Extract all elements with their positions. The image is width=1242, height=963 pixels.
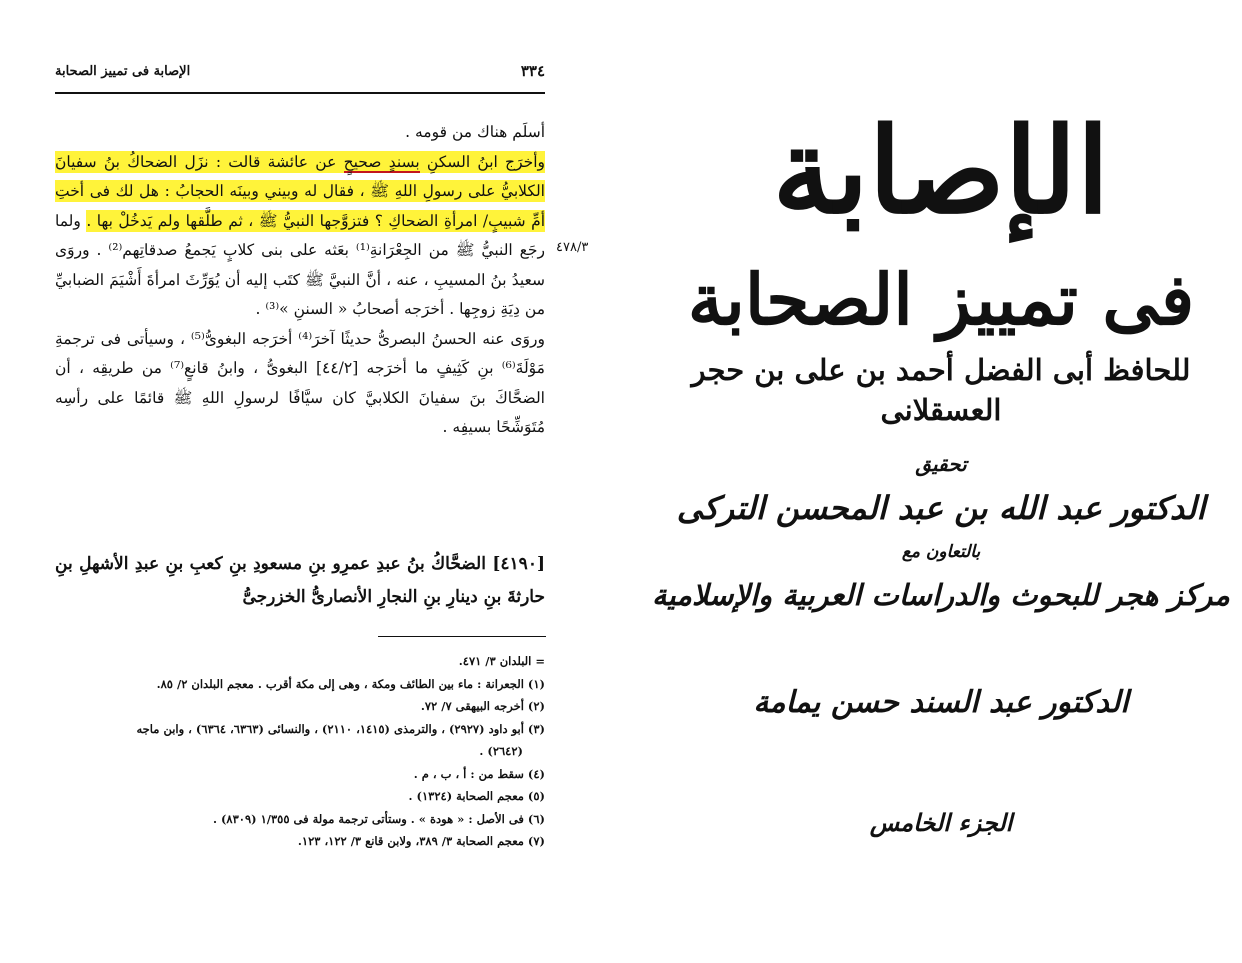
- highlighted-text: وأخرَج ابنُ السكنِ بسندٍ صحيحٍ عن عائشة قالت : نزَل الضحاكُ بنُ سفيانَ الكلابيُّ على رسولِ اللهِ ﷺ ، فقال له وبيني وبينَه الحجابُ : هل لك فى أختِ أمِّ شبيبٍ/ امرأةِ الضحاكِ ؟ فتزوَّجها النبيُّ ﷺ ، ثم طلَّقها ولم يَدخُلْ بها .: [55, 152, 546, 230]
- cover-research-center: مركز هجر للبحوث والدراسات العربية والإسلامية: [652, 578, 1230, 612]
- paragraph-3: وروَى عنه الحسنُ البصرىُّ حديثًا آخرَ⁽⁴⁾ أخرَجه البغوىُّ⁽⁵⁾ ، وسيأتى فى ترجمةِ مَوْلَةَ⁽⁶⁾ بنِ كَثِيفٍ ما أخرَجه [٤٤/٢] البغوىُّ ، وابنُ قانعٍ⁽⁷⁾ من طريقِه ، أن الضحَّاكَ بنَ سفيانَ الكلابيَّ كان سيَّافًا لرسولِ اللهِ ﷺ قائمًا على رأسِه مُتَوَشِّحًا بسيفِه .: [55, 329, 545, 436]
- body-text: [55, 118, 545, 443]
- footnote: (٥) معجم الصحابة (١٣٢٤) .: [408, 789, 545, 803]
- paragraph-2: وأخرَج ابنُ السكنِ بسندٍ صحيحٍ عن عائشة قالت : نزَل الضحاكُ بنُ سفيانَ الكلابيُّ على رسولِ اللهِ ﷺ ، فقال له وبيني وبينَه الحجابُ : هل لك فى أختِ أمِّ شبيبٍ/ امرأةِ الضحاكِ ؟ فتزوَّجها النبيُّ ﷺ ، ثم طلَّقها ولم يَدخُلْ بها . ولما رجَع النبيُّ ﷺ من الجِعْرَانةِ⁽¹⁾ بعَثه على بنى كلابٍ يَجمعُ صدقاتِهم⁽²⁾ . وروَى سعيدُ بنُ المسيبِ ، عنه ، أنَّ النبيَّ ﷺ كتَب إليه أن يُوَرِّثَ امرأةَ أَشْيَمَ الضبابيِّ من دِيَةِ زوجِها . أخرَجه أصحابُ « السننِ »⁽³⁾ .: [55, 152, 546, 318]
- entry-heading: [٤١٩٠] الضحَّاكُ بنُ عبدِ عمرِو بنِ مسعودِ بنِ كعبِ بنِ عبدِ الأشهلِ بنِ حارثةَ بنِ دينارِ بنِ النجارِ الأنصارىُّ الخزرجىُّ: [55, 554, 545, 607]
- cover-editor-2: الدكتور عبد السند حسن يمامة: [753, 685, 1129, 720]
- header-rule: [55, 92, 545, 94]
- footnote: (٦) فى الأصل : « هودة » . وستأتى ترجمة مولة فى ١/٣٥٥ (٨٣٠٩) .: [212, 811, 545, 826]
- paragraph-1: أسلَم هناك من قومه .: [405, 123, 545, 141]
- cover-author: للحافظ أبى الفضل أحمد بن على بن حجر العسقلانى: [691, 353, 1191, 427]
- footnote: = البلدان ٣/ ٤٧١.: [458, 654, 545, 668]
- cover-volume: الجزء الخامس: [869, 808, 1013, 837]
- underlined-text: بسندٍ صحيحٍ: [343, 152, 420, 171]
- footnotes: [55, 650, 545, 853]
- footnote: (٢) أخرجه البيهقى ٧/ ٧٢.: [420, 699, 545, 713]
- cover-tahqiq-label: تحقيق: [915, 452, 967, 476]
- margin-reference: ٤٧٨/٣: [556, 240, 589, 255]
- footnote: (٣) أبو داود (٢٩٢٧) ، والترمذى (١٤١٥، ٢١١٠) ، والنسائى (٦٣٦٣، ٦٣٦٤) ، وابن ماجه: [136, 721, 545, 736]
- running-title: الإصابة فى تمييز الصحابة: [55, 64, 191, 79]
- footnote: (١) الجعرانة : ماء بين الطائف ومكة ، وهى إلى مكة أقرب . معجم البلدان ٢/ ٨٥.: [156, 676, 545, 691]
- page-number: ٣٣٤: [520, 62, 545, 80]
- book-cover-right: [640, 0, 1242, 963]
- footnote: (٤) سقط من : أ ، ب ، م .: [413, 766, 545, 781]
- cover-subtitle: فى تمييز الصحابة: [687, 258, 1195, 341]
- cover-editor-1: الدكتور عبد الله بن عبد المحسن التركى: [676, 489, 1206, 527]
- footnote: (٢٦٤٢) .: [479, 744, 523, 758]
- cover-title: الإصابة: [772, 101, 1110, 240]
- running-header: [55, 62, 545, 84]
- footnote-rule: [378, 636, 546, 637]
- cover-cooperation-label: بالتعاون مع: [901, 542, 981, 562]
- footnote: (٧) معجم الصحابة ٣/ ٣٨٩، ولابن قانع ٣/ ١٢٢، ١٢٣.: [297, 834, 545, 848]
